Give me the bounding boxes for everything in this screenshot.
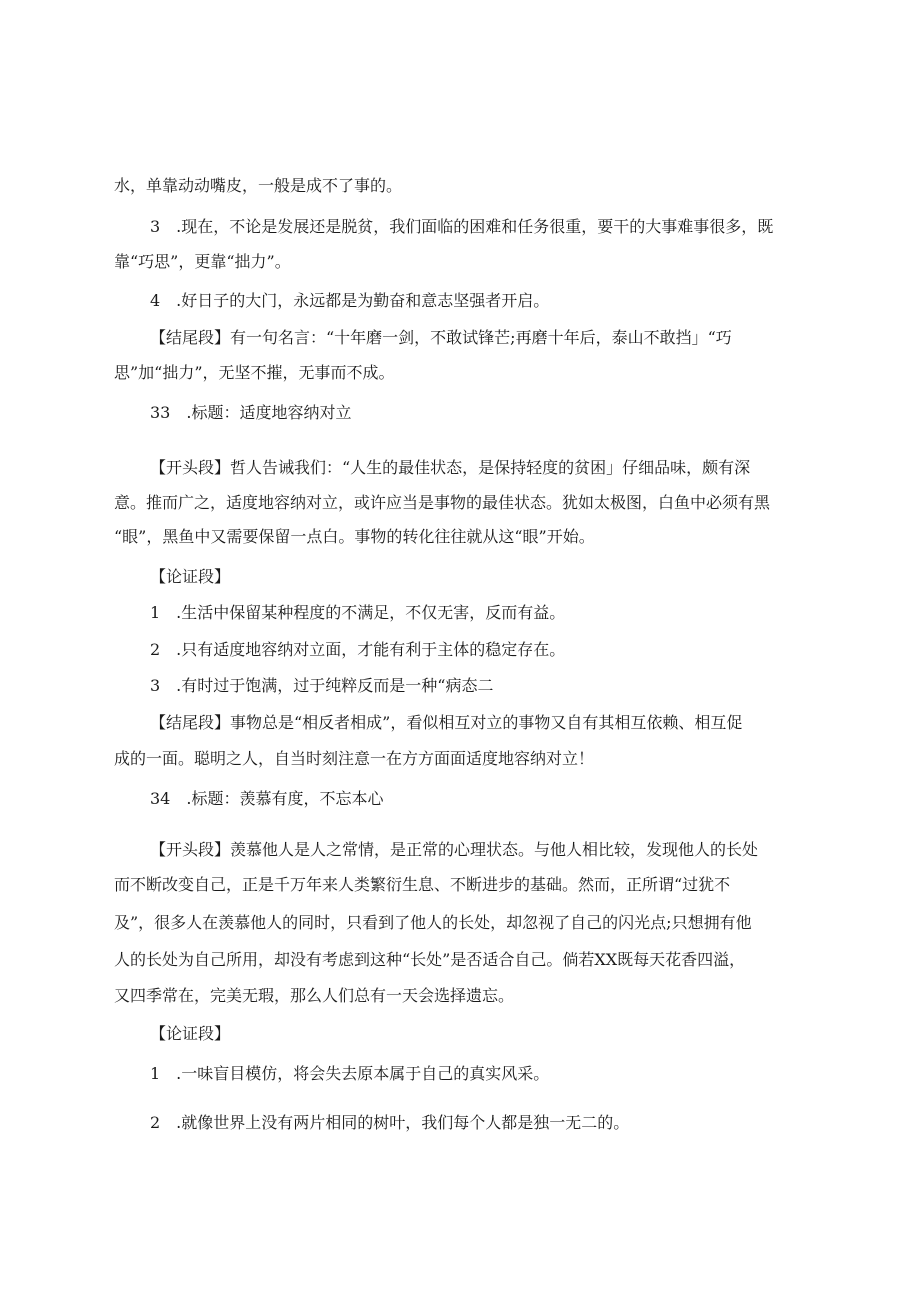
list-item-2: 2 .就像世界上没有两片相同的树叶，我们每个人都是独一无二的。 xyxy=(150,1113,630,1132)
opening-paragraph: 【开头段】哲人告诫我们：“人生的最佳状态，是保持轻度的贫困」仔细品味，颇有深 xyxy=(150,458,751,477)
closing-paragraph: 【结尾段】有一句名言：“十年磨一剑，不敢试锋芒;再磨十年后，泰山不敢挡」“巧 xyxy=(150,328,732,347)
body-line: 成的一面。聪明之人，自当时刻注意一在方方面面适度地容纳对立！ xyxy=(114,749,595,768)
body-line: 靠“巧思”，更靠“拙力”。 xyxy=(114,252,291,271)
body-line: “眼”，黑鱼中又需要保留一点白。事物的转化往往就从这“眼”开始。 xyxy=(114,527,595,546)
body-line: 人的长处为自己所用，却没有考虑到这种“长处”是否适合自己。倘若XX既每天花香四溢， xyxy=(114,950,746,969)
body-line: 水，单靠动动嘴皮，一般是成不了事的。 xyxy=(114,176,403,195)
list-item-3: 3 .有时过于饱满，过于纯粹反而是一种“病态二 xyxy=(150,676,494,695)
list-item-1: 1 .一味盲目模仿，将会失去原本属于自己的真实风采。 xyxy=(150,1064,550,1083)
body-line: 思”加“拙力”，无坚不摧，无事而不成。 xyxy=(114,363,395,382)
list-item-2: 2 .只有适度地容纳对立面，才能有利于主体的稳定存在。 xyxy=(150,640,566,659)
body-line: 及”，很多人在羡慕他人的同时，只看到了他人的长处，却忽视了自己的闪光点;只想拥有他 xyxy=(114,913,752,932)
closing-paragraph: 【结尾段】事物总是“相反者相成”，看似相互对立的事物又自有其相互依赖、相互促 xyxy=(150,713,743,732)
list-item-3: 3 .现在，不论是发展还是脱贫，我们面临的困难和任务很重，要干的大事难事很多，既 xyxy=(150,217,774,236)
opening-paragraph: 【开头段】羡慕他人是人之常情，是正常的心理状态。与他人相比较，发现他人的长处 xyxy=(150,840,759,859)
section-title-34: 34 .标题：羡慕有度，不忘本心 xyxy=(150,789,384,808)
list-item-4: 4 .好日子的大门，永远都是为勤奋和意志坚强者开启。 xyxy=(150,291,550,310)
section-title-33: 33 .标题：适度地容纳对立 xyxy=(150,403,352,422)
body-line: 而不断改变自己，正是千万年来人类繁衍生息、不断进步的基础。然而，正所谓“过犹不 xyxy=(114,875,731,894)
body-line: 又四季常在，完美无瑕，那么人们总有一天会选择遗忘。 xyxy=(114,986,515,1005)
argument-heading: 【论证段】 xyxy=(150,567,231,586)
argument-heading: 【论证段】 xyxy=(150,1024,231,1043)
list-item-1: 1 .生活中保留某种程度的不满足，不仅无害，反而有益。 xyxy=(150,603,566,622)
body-line: 意。推而广之，适度地容纳对立，或许应当是事物的最佳状态。犹如太极图，白鱼中必须有黑 xyxy=(114,493,771,512)
